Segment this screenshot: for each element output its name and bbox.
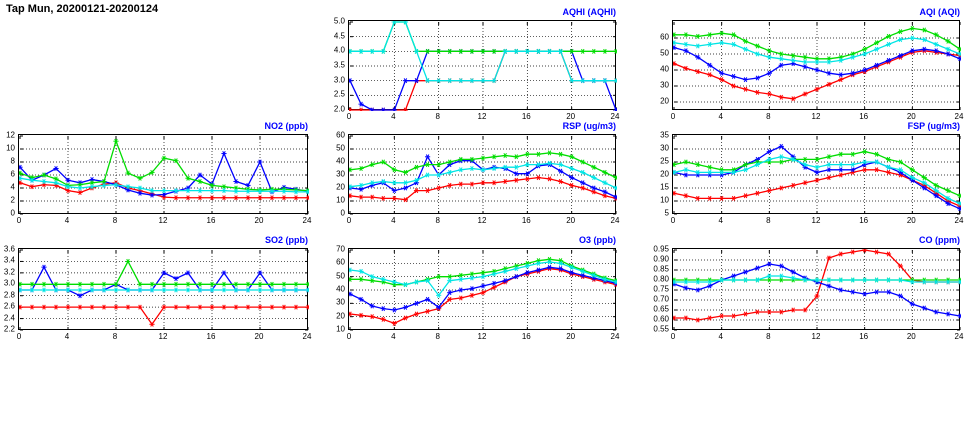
plot-frame-so2 bbox=[18, 248, 308, 330]
x-tick-label: 4 bbox=[64, 332, 70, 341]
x-tick-label: 12 bbox=[477, 216, 487, 225]
chart-panel-aqhi bbox=[333, 7, 620, 121]
y-tick-label: 8 bbox=[10, 156, 15, 166]
y-tick-label: 0.85 bbox=[653, 264, 669, 274]
y-tick-label: 0 bbox=[10, 208, 15, 218]
y-tick-label: 5.0 bbox=[333, 16, 345, 26]
y-tick-label: 4 bbox=[10, 182, 15, 192]
y-tick-label: 40 bbox=[336, 284, 345, 294]
x-tick-label: 20 bbox=[906, 216, 916, 225]
y-tick-label: 2.2 bbox=[3, 324, 15, 334]
x-tick-label: 24 bbox=[954, 216, 964, 225]
plot-area-so2 bbox=[19, 249, 309, 331]
series-series1 bbox=[19, 305, 309, 327]
x-tick-label: 20 bbox=[906, 332, 916, 341]
x-tick-label: 24 bbox=[302, 332, 312, 341]
y-tick-label: 3.5 bbox=[333, 60, 345, 70]
chart-panel-rsp bbox=[336, 121, 620, 225]
x-tick-label: 8 bbox=[766, 216, 771, 225]
plot-area-rsp bbox=[349, 135, 617, 215]
x-tick-label: 8 bbox=[435, 216, 440, 225]
y-tick-label: 0.95 bbox=[653, 244, 669, 254]
y-tick-label: 40 bbox=[660, 64, 669, 74]
y-tick-label: 0.60 bbox=[653, 314, 669, 324]
y-tick-label: 0.80 bbox=[653, 274, 669, 284]
y-tick-label: 10 bbox=[336, 324, 345, 334]
x-tick-label: 8 bbox=[112, 216, 118, 225]
x-tick-label: 16 bbox=[206, 216, 216, 225]
chart-panel-aqi bbox=[660, 7, 964, 121]
x-tick-label: 4 bbox=[391, 216, 396, 225]
x-tick-label: 8 bbox=[766, 332, 771, 341]
y-tick-label: 50 bbox=[660, 48, 669, 58]
x-tick-label: 4 bbox=[718, 216, 723, 225]
x-tick-label: 12 bbox=[158, 216, 168, 225]
x-tick-label: 4 bbox=[718, 332, 723, 341]
plot-area-o3 bbox=[349, 249, 617, 331]
y-tick-label: 20 bbox=[336, 311, 345, 321]
x-tick-label: 24 bbox=[954, 332, 964, 341]
y-tick-label: 3.0 bbox=[333, 75, 345, 85]
x-tick-label: 4 bbox=[64, 216, 70, 225]
x-tick-label: 12 bbox=[477, 112, 487, 121]
x-tick-label: 4 bbox=[718, 112, 723, 121]
y-tick-label: 3.4 bbox=[3, 255, 15, 265]
x-tick-label: 24 bbox=[302, 216, 312, 225]
chart-panel-so2 bbox=[3, 235, 312, 341]
series-series2 bbox=[349, 155, 617, 200]
x-tick-label: 20 bbox=[566, 332, 576, 341]
x-tick-label: 0 bbox=[670, 112, 676, 121]
y-tick-label: 2.6 bbox=[3, 301, 15, 311]
y-tick-label: 6 bbox=[10, 169, 15, 179]
x-tick-label: 0 bbox=[670, 216, 676, 225]
chart-panel-no2 bbox=[6, 121, 312, 225]
x-tick-label: 16 bbox=[521, 332, 531, 341]
chart-panel-fsp bbox=[660, 121, 964, 225]
x-tick-label: 0 bbox=[16, 216, 22, 225]
x-tick-label: 0 bbox=[16, 332, 22, 341]
x-tick-label: 20 bbox=[566, 112, 576, 121]
y-tick-label: 30 bbox=[660, 80, 669, 90]
y-tick-label: 0.65 bbox=[653, 304, 669, 314]
y-tick-label: 70 bbox=[336, 244, 345, 254]
page-title: Tap Mun, 20200121-20200124 bbox=[6, 3, 159, 15]
x-tick-label: 16 bbox=[859, 216, 869, 225]
x-tick-label: 12 bbox=[158, 332, 168, 341]
y-tick-label: 0.55 bbox=[653, 324, 669, 334]
chart-title-so2: SO2 (ppb) bbox=[265, 235, 308, 245]
plot-frame-o3 bbox=[348, 248, 616, 330]
chart-title-aqi: AQI (AQI) bbox=[919, 7, 960, 17]
x-tick-label: 20 bbox=[254, 332, 264, 341]
y-tick-label: 2.8 bbox=[3, 290, 15, 300]
x-tick-label: 8 bbox=[112, 332, 118, 341]
y-tick-label: 0.75 bbox=[653, 284, 669, 294]
chart-panel-co bbox=[653, 235, 964, 341]
y-tick-label: 15 bbox=[660, 182, 669, 192]
x-tick-label: 12 bbox=[811, 332, 821, 341]
y-tick-label: 3.0 bbox=[3, 278, 15, 288]
x-tick-label: 4 bbox=[391, 112, 396, 121]
y-tick-label: 2 bbox=[10, 195, 15, 205]
x-tick-label: 16 bbox=[521, 216, 531, 225]
plot-frame-fsp bbox=[672, 134, 960, 214]
x-tick-label: 8 bbox=[435, 332, 440, 341]
plot-area-aqhi bbox=[349, 21, 617, 111]
y-tick-label: 50 bbox=[336, 271, 345, 281]
y-tick-label: 12 bbox=[6, 130, 15, 140]
chart-title-o3: O3 (ppb) bbox=[579, 235, 616, 245]
chart-title-co: CO (ppm) bbox=[919, 235, 960, 245]
x-tick-label: 20 bbox=[254, 216, 264, 225]
y-tick-label: 20 bbox=[660, 169, 669, 179]
chart-title-aqhi: AQHI (AQHI) bbox=[562, 7, 616, 17]
y-tick-label: 0.90 bbox=[653, 254, 669, 264]
plot-area-aqi bbox=[673, 21, 961, 111]
plot-frame-no2 bbox=[18, 134, 308, 214]
x-tick-label: 0 bbox=[346, 112, 352, 121]
x-tick-label: 12 bbox=[811, 112, 821, 121]
y-tick-label: 10 bbox=[660, 195, 669, 205]
x-tick-label: 20 bbox=[906, 112, 916, 121]
y-tick-label: 4.0 bbox=[333, 45, 345, 55]
y-tick-label: 25 bbox=[660, 156, 669, 166]
plot-frame-aqi bbox=[672, 20, 960, 110]
x-tick-label: 20 bbox=[566, 216, 576, 225]
x-tick-label: 0 bbox=[670, 332, 676, 341]
y-tick-label: 3.2 bbox=[3, 267, 15, 277]
x-tick-label: 8 bbox=[766, 112, 771, 121]
plot-frame-aqhi bbox=[348, 20, 616, 110]
x-tick-label: 4 bbox=[391, 332, 396, 341]
y-tick-label: 20 bbox=[336, 182, 345, 192]
x-tick-label: 24 bbox=[610, 112, 620, 121]
y-tick-label: 60 bbox=[660, 32, 669, 42]
plot-area-no2 bbox=[19, 135, 309, 215]
x-tick-label: 8 bbox=[435, 112, 440, 121]
y-tick-label: 2.0 bbox=[333, 104, 345, 114]
y-tick-label: 30 bbox=[336, 169, 345, 179]
series-series1 bbox=[673, 49, 961, 102]
series-series4 bbox=[19, 288, 309, 293]
chart-title-rsp: RSP (ug/m3) bbox=[562, 121, 616, 131]
series-series2 bbox=[19, 265, 309, 298]
y-tick-label: 30 bbox=[660, 143, 669, 153]
y-tick-label: 20 bbox=[660, 96, 669, 106]
plot-area-co bbox=[673, 249, 961, 331]
plot-area-fsp bbox=[673, 135, 961, 215]
plot-frame-co bbox=[672, 248, 960, 330]
y-tick-label: 40 bbox=[336, 156, 345, 166]
chart-panel-o3 bbox=[336, 235, 620, 341]
x-tick-label: 16 bbox=[859, 112, 869, 121]
chart-title-no2: NO2 (ppb) bbox=[264, 121, 308, 131]
y-tick-label: 50 bbox=[336, 143, 345, 153]
x-tick-label: 16 bbox=[859, 332, 869, 341]
x-tick-label: 0 bbox=[346, 332, 352, 341]
y-tick-label: 60 bbox=[336, 130, 345, 140]
y-tick-label: 3.6 bbox=[3, 244, 15, 254]
y-tick-label: 4.5 bbox=[333, 31, 345, 41]
x-tick-label: 24 bbox=[954, 112, 964, 121]
y-tick-label: 2.4 bbox=[3, 313, 15, 323]
series-series3 bbox=[349, 257, 617, 287]
x-tick-label: 12 bbox=[477, 332, 487, 341]
x-tick-label: 16 bbox=[206, 332, 216, 341]
x-tick-label: 16 bbox=[521, 112, 531, 121]
y-tick-label: 5 bbox=[664, 208, 669, 218]
y-tick-label: 10 bbox=[336, 195, 345, 205]
y-tick-label: 35 bbox=[660, 130, 669, 140]
x-tick-label: 12 bbox=[811, 216, 821, 225]
y-tick-label: 2.5 bbox=[333, 89, 345, 99]
x-tick-label: 0 bbox=[346, 216, 352, 225]
x-tick-label: 24 bbox=[610, 332, 620, 341]
y-tick-label: 0 bbox=[340, 208, 345, 218]
y-tick-label: 60 bbox=[336, 257, 345, 267]
chart-title-fsp: FSP (ug/m3) bbox=[907, 121, 960, 131]
y-tick-label: 10 bbox=[6, 143, 15, 153]
plot-frame-rsp bbox=[348, 134, 616, 214]
x-tick-label: 24 bbox=[610, 216, 620, 225]
y-tick-label: 0.70 bbox=[653, 294, 669, 304]
y-tick-label: 30 bbox=[336, 297, 345, 307]
